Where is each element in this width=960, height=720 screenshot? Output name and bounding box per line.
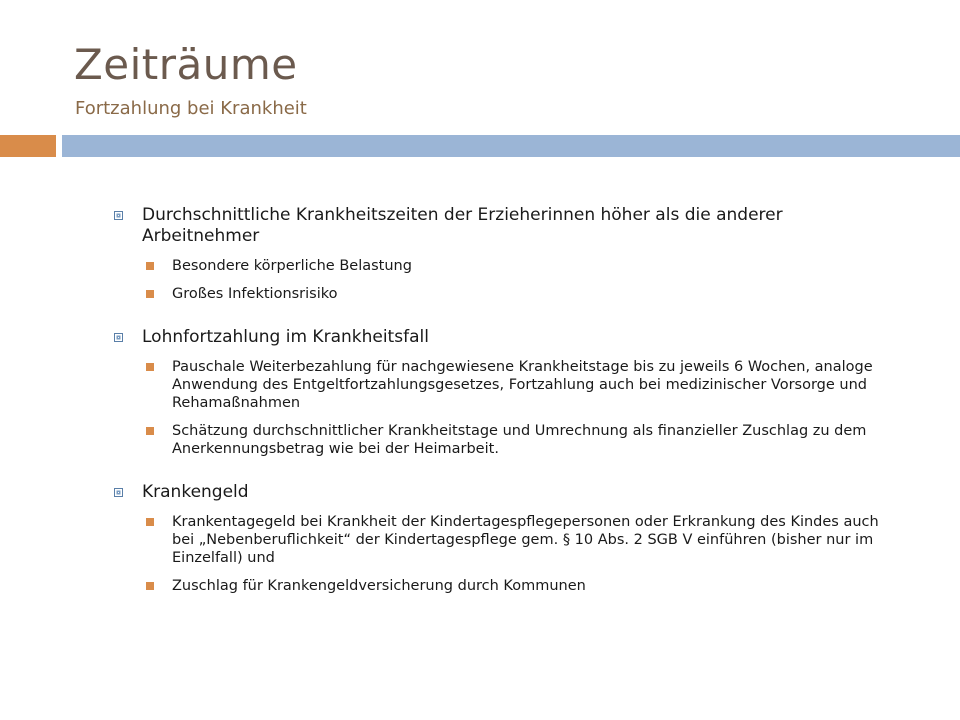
sub-bullet-text: Krankentagegeld bei Krankheit der Kindertagespflegepersonen oder Erkrankung des Kindes auch bei „Nebenberuflichkeit“ der Kindertagespflege gem. § 10 Abs. 2 SGB V einführen (bisher nur im Einzelfall) und [172, 514, 879, 566]
slide-content [112, 205, 902, 595]
orange-square-bullet-icon [146, 427, 154, 435]
bullet-3-text: Krankengeld [142, 482, 249, 502]
bullet-1-text: Durchschnittliche Krankheitszeiten der Erzieherinnen höher als die anderer Arbeitnehmer [142, 205, 783, 246]
square-bullet-icon [114, 211, 123, 220]
slide-title: Zeiträume [74, 40, 298, 89]
slide-subtitle: Fortzahlung bei Krankheit [75, 98, 307, 119]
sub-bullet [142, 358, 902, 412]
sub-bullet [142, 422, 902, 458]
sub-bullet-text: Zuschlag für Krankengeldversicherung durch Kommunen [172, 578, 586, 594]
orange-square-bullet-icon [146, 262, 154, 270]
orange-square-bullet-icon [146, 518, 154, 526]
square-bullet-icon [114, 488, 123, 497]
square-bullet-icon [114, 333, 123, 342]
sub-bullet [142, 513, 902, 567]
sub-bullet-text: Besondere körperliche Belastung [172, 258, 412, 274]
sub-bullet [142, 285, 902, 303]
bullet-1 [112, 205, 902, 303]
orange-square-bullet-icon [146, 290, 154, 298]
bullet-1-sublist [142, 257, 902, 303]
bullet-3 [112, 482, 902, 595]
bullet-2 [112, 327, 902, 458]
bullet-2-sublist [142, 358, 902, 458]
sub-bullet [142, 577, 902, 595]
accent-bar-orange [0, 135, 56, 157]
orange-square-bullet-icon [146, 363, 154, 371]
sub-bullet-text: Schätzung durchschnittlicher Krankheitstage und Umrechnung als finanzieller Zuschlag zu dem Anerkennungsbetrag wie bei der Heimarbeit. [172, 423, 867, 457]
bullet-2-text: Lohnfortzahlung im Krankheitsfall [142, 327, 429, 347]
sub-bullet [142, 257, 902, 275]
sub-bullet-text: Pauschale Weiterbezahlung für nachgewiesene Krankheitstage bis zu jeweils 6 Wochen, analoge Anwendung des Entgeltfortzahlungsgesetzes, Fortzahlung auch bei medizinischer Vorsorge und Rehamaßnahmen [172, 359, 873, 411]
accent-bar-blue [62, 135, 960, 157]
bullet-3-sublist [142, 513, 902, 595]
sub-bullet-text: Großes Infektionsrisiko [172, 286, 338, 302]
orange-square-bullet-icon [146, 582, 154, 590]
